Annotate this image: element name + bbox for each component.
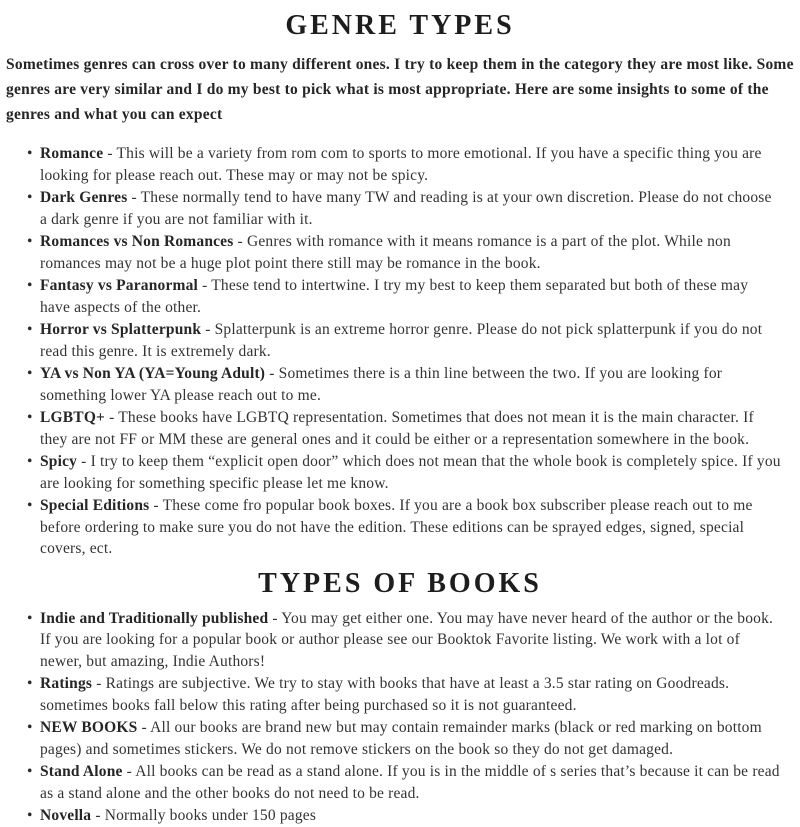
item-term: Romance [40, 145, 104, 162]
list-item-horror-vs-splatterpunk [40, 319, 782, 362]
item-separator: - [109, 409, 115, 426]
item-desc: These tend to intertwine. I try my best to keep them separated but both of these may have aspects of the other. [40, 277, 749, 316]
item-desc: I try to keep them “explicit open door” which does not mean that the whole book is completely spice. If you are looking for something specific please let me know. [40, 453, 781, 492]
item-term: Horror vs Splatterpunk [40, 321, 202, 338]
item-term: Ratings [40, 675, 93, 692]
genre-types-title: GENRE TYPES [285, 10, 515, 41]
item-separator: - [272, 609, 278, 627]
item-separator: - [237, 233, 243, 250]
item-separator: - [95, 807, 101, 824]
item-separator: - [202, 277, 208, 294]
item-term: Spicy [40, 453, 78, 470]
item-desc: These normally tend to have many TW and reading is at your own discretion. Please do not choose a dark genre if you are not familiar with it. [40, 189, 772, 228]
types-of-books-title: TYPES OF BOOKS [258, 567, 542, 599]
item-separator: - [131, 189, 137, 206]
list-item-stand-alone [40, 761, 782, 804]
item-desc: Ratings are subjective. We try to stay with books that have at least a 3.5 star rating on Goodreads. sometimes books fall below this rating after being purchased so it is not guaranteed. [40, 675, 730, 714]
list-item-spicy [40, 451, 782, 494]
item-separator: - [141, 719, 147, 736]
list-item-ratings [40, 673, 782, 716]
item-desc: Genres with romance with it means romance is a part of the plot. While non romances may not be a huge plot point there still may be romance in the book. [40, 233, 731, 272]
item-desc: This will be a variety from rom com to sports to more emotional. If you have a specific thing you are looking for please reach out. These may or may not be spicy. [40, 145, 762, 184]
item-term: LGBTQ+ [40, 409, 106, 426]
item-desc: These come fro popular book boxes. If you are a book box subscriber please reach out to me before ordering to make sure you do not have the edition. These editions can be sprayed edges, signed, special covers, ect. [40, 497, 753, 557]
books-list [6, 608, 794, 827]
item-desc: All books can be read as a stand alone. If you is in the middle of s series that’s because it can be read as a stand alone and the other books do not need to be read. [40, 763, 780, 802]
list-item-novella [40, 805, 782, 827]
genre-list [6, 143, 794, 560]
list-item-ya-vs-non-ya [40, 363, 782, 406]
item-term: Novella [40, 807, 92, 824]
item-term: YA vs Non YA (YA=Young Adult) [40, 365, 266, 382]
item-separator: - [205, 321, 211, 338]
item-term: Dark Genres [40, 189, 128, 206]
item-separator: - [126, 763, 133, 780]
item-term: Romances vs Non Romances [40, 233, 234, 250]
list-item-indie-traditional [40, 608, 782, 673]
item-desc: Splatterpunk is an extreme horror genre. Please do not pick splatterpunk if you do not read this genre. It is extremely dark. [40, 321, 763, 360]
item-desc: You may get either one. You may have never heard of the author or the book. If you are looking for a popular book or author please see our Booktok Favorite listing. We work with a lot of newer, but amazing, Indie Authors! [40, 609, 774, 670]
item-separator: - [153, 497, 159, 514]
item-desc: All our books are brand new but may contain remainder marks (black or red marking on bottom pages) and sometimes stickers. We do not remove stickers on the book so they do not get damaged. [40, 719, 762, 758]
list-item-special-editions [40, 495, 782, 560]
list-item-romances-vs-non [40, 231, 782, 274]
item-term: Special Editions [40, 497, 150, 514]
list-item-lgbtq [40, 407, 782, 450]
item-separator: - [81, 453, 87, 470]
item-separator: - [269, 365, 275, 382]
item-term: Fantasy vs Paranormal [40, 277, 199, 294]
genre-intro-paragraph: Sometimes genres can cross over to many different ones. I try to keep them in the category they are most like. Some genres are very similar and I do my best to pick what is most appropriate. Here are some insights to some of the genres and what you can expect [6, 56, 794, 123]
item-term: Indie and Traditionally published [40, 609, 269, 627]
item-term: Stand Alone [40, 763, 123, 780]
item-separator: - [96, 675, 102, 692]
item-separator: - [107, 145, 113, 162]
list-item-romance [40, 143, 782, 186]
item-desc: Sometimes there is a thin line between the two. If you are looking for something lower YA please reach out to me. [40, 365, 723, 404]
item-desc: These books have LGBTQ representation. Sometimes that does not mean it is the main character. If they are not FF or MM these are general ones and it could be either or a representation somewhere in the book. [40, 409, 754, 448]
list-item-fantasy-vs-paranormal [40, 275, 782, 318]
list-item-dark-genres [40, 187, 782, 230]
list-item-new-books [40, 717, 782, 760]
item-term: NEW BOOKS [40, 719, 138, 736]
item-desc: Normally books under 150 pages [104, 807, 317, 824]
